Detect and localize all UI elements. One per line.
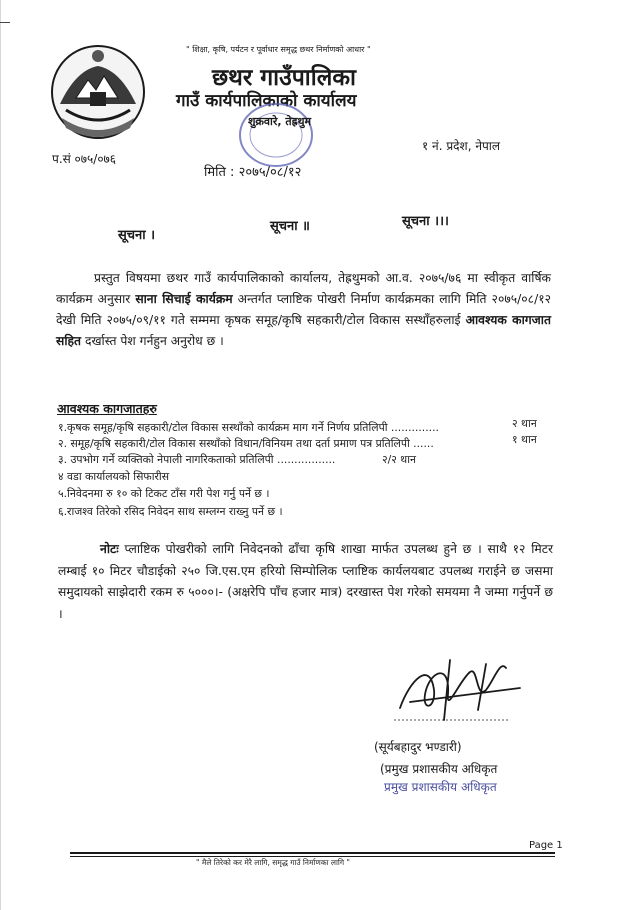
document-item: ५.निवेदनमा रु १० को टिकट टाँस गरी पेश गर्नु पर्ने छ । [58, 487, 270, 500]
government-emblem-icon [46, 40, 150, 146]
notice-heading-3: सूचना ।।। [402, 214, 449, 229]
footer-slogan: " मैले तिरेको कर मेरै लागि, समृद्ध गाउँ निर्माणका लागि " [196, 858, 350, 867]
scan-mark [0, 22, 10, 23]
notice-body-paragraph [56, 268, 551, 352]
designation-stamp: प्रमुख प्रशासकीय अधिकृत [384, 780, 497, 794]
reference-number: प.सं ०७५/०७६ [52, 152, 117, 166]
office-subtitle: गाउँ कार्यपालिकाको कार्यालय [176, 91, 357, 111]
note-text: प्लाष्टिक पोखरीको लागि निवेदनको ढाँचा कृषि शाखा मार्फत उपलब्ध हुने छ । साथै १२ मिटर लम्बाई १० मिटर चौडाईको २५० जि.एस.एम हरियो सिम्पोलिक प्लाष्टिक कार्यलयबाट उपलब्ध गराईने छ जसमा समुदायको साझेदारी रकम रु ५०००।- (अक्षरेपि पाँच हजार मात्र) दरखास्त पेश गरेको समयमा नै जम्मा गर्नुपर्ने छ । [58, 542, 553, 621]
issue-date: मिति : २०७५/०८/१२ [204, 165, 302, 180]
footer-rule [70, 856, 555, 857]
signatory-title: (प्रमुख प्रशासकीय अधिकृत [380, 762, 498, 776]
body-text-middle: अन्तर्गत प्लाष्टिक पोखरी निर्माण कार्यक्रमका लागि मिति २०७५/०८/१२ देखी मिति २०७५/०९/११ गते सम्ममा कृषक समूह/कृषि सहकारी/टोल विकास सस्थाँहरुलाई [56, 292, 551, 327]
notice-heading-2: सूचना ॥ [270, 219, 310, 234]
document-item: ६.राजश्व तिरेको रसिद निवेदन साथ सम्लग्न राख्नु पर्ने छ । [58, 505, 283, 518]
required-documents-heading: आवश्यक कागजातहरु [57, 401, 157, 416]
signature-icon [390, 650, 530, 730]
note-label: नोटः [100, 542, 119, 556]
province-label: १ नं. प्रदेश, नेपाल [422, 139, 501, 153]
body-bold-documents: आवश्यक कागजात सहित [56, 313, 551, 348]
note-paragraph [58, 539, 553, 625]
body-text-end: दर्खास्त पेश गर्नहुन अनुरोध छ । [81, 334, 224, 348]
office-name: छथर गाउँपालिका [212, 65, 356, 91]
office-stamp-icon [236, 100, 316, 170]
document-quantity: २ थान [512, 417, 537, 430]
body-text-start: प्रस्तुत विषयमा छथर गाउँ कार्यपालिकाको कार्यालय, तेह्रथुमको आ.व. २०७५/७६ मा स्वीकृत वार्षिक कार्यक्रम अनुसार [56, 271, 551, 306]
office-location: शुक्रवारे, तेह्रथुम [248, 115, 312, 128]
office-motto: " शिक्षा, कृषि, पर्यटन र पूर्वाधार समृद्ध छथर निर्माणको आधार " [186, 45, 371, 54]
document-item: २. समूह/कृषि सहकारी/टोल विकास सस्थाँको विधान/विनियम तथा दर्ता प्रमाण पत्र प्रतिलिपी ...... [58, 437, 434, 450]
footer-rule [70, 852, 555, 854]
page-number: Page 1 [529, 840, 563, 851]
notice-heading-1: सूचना । [118, 228, 156, 243]
document-quantity: २/२ थान [382, 453, 416, 466]
signatory-name: (सूर्यबहादुर भण्डारी) [374, 740, 462, 754]
document-item: ४ वडा कार्यालयको सिफारीस [58, 470, 170, 483]
document-item: १.कृषक समूह/कृषि सहकारी/टोल विकास सस्थाँको कार्यक्रम माग गर्ने निर्णय प्रतिलिपी .............. [58, 421, 439, 434]
body-bold-program: साना सिचाई कार्यक्रम [135, 292, 233, 306]
document-quantity: १ थान [512, 433, 537, 446]
document-item: ३. उपभोग गर्ने व्यक्तिको नेपाली नागरिकताको प्रतिलिपी ................. [58, 453, 336, 466]
